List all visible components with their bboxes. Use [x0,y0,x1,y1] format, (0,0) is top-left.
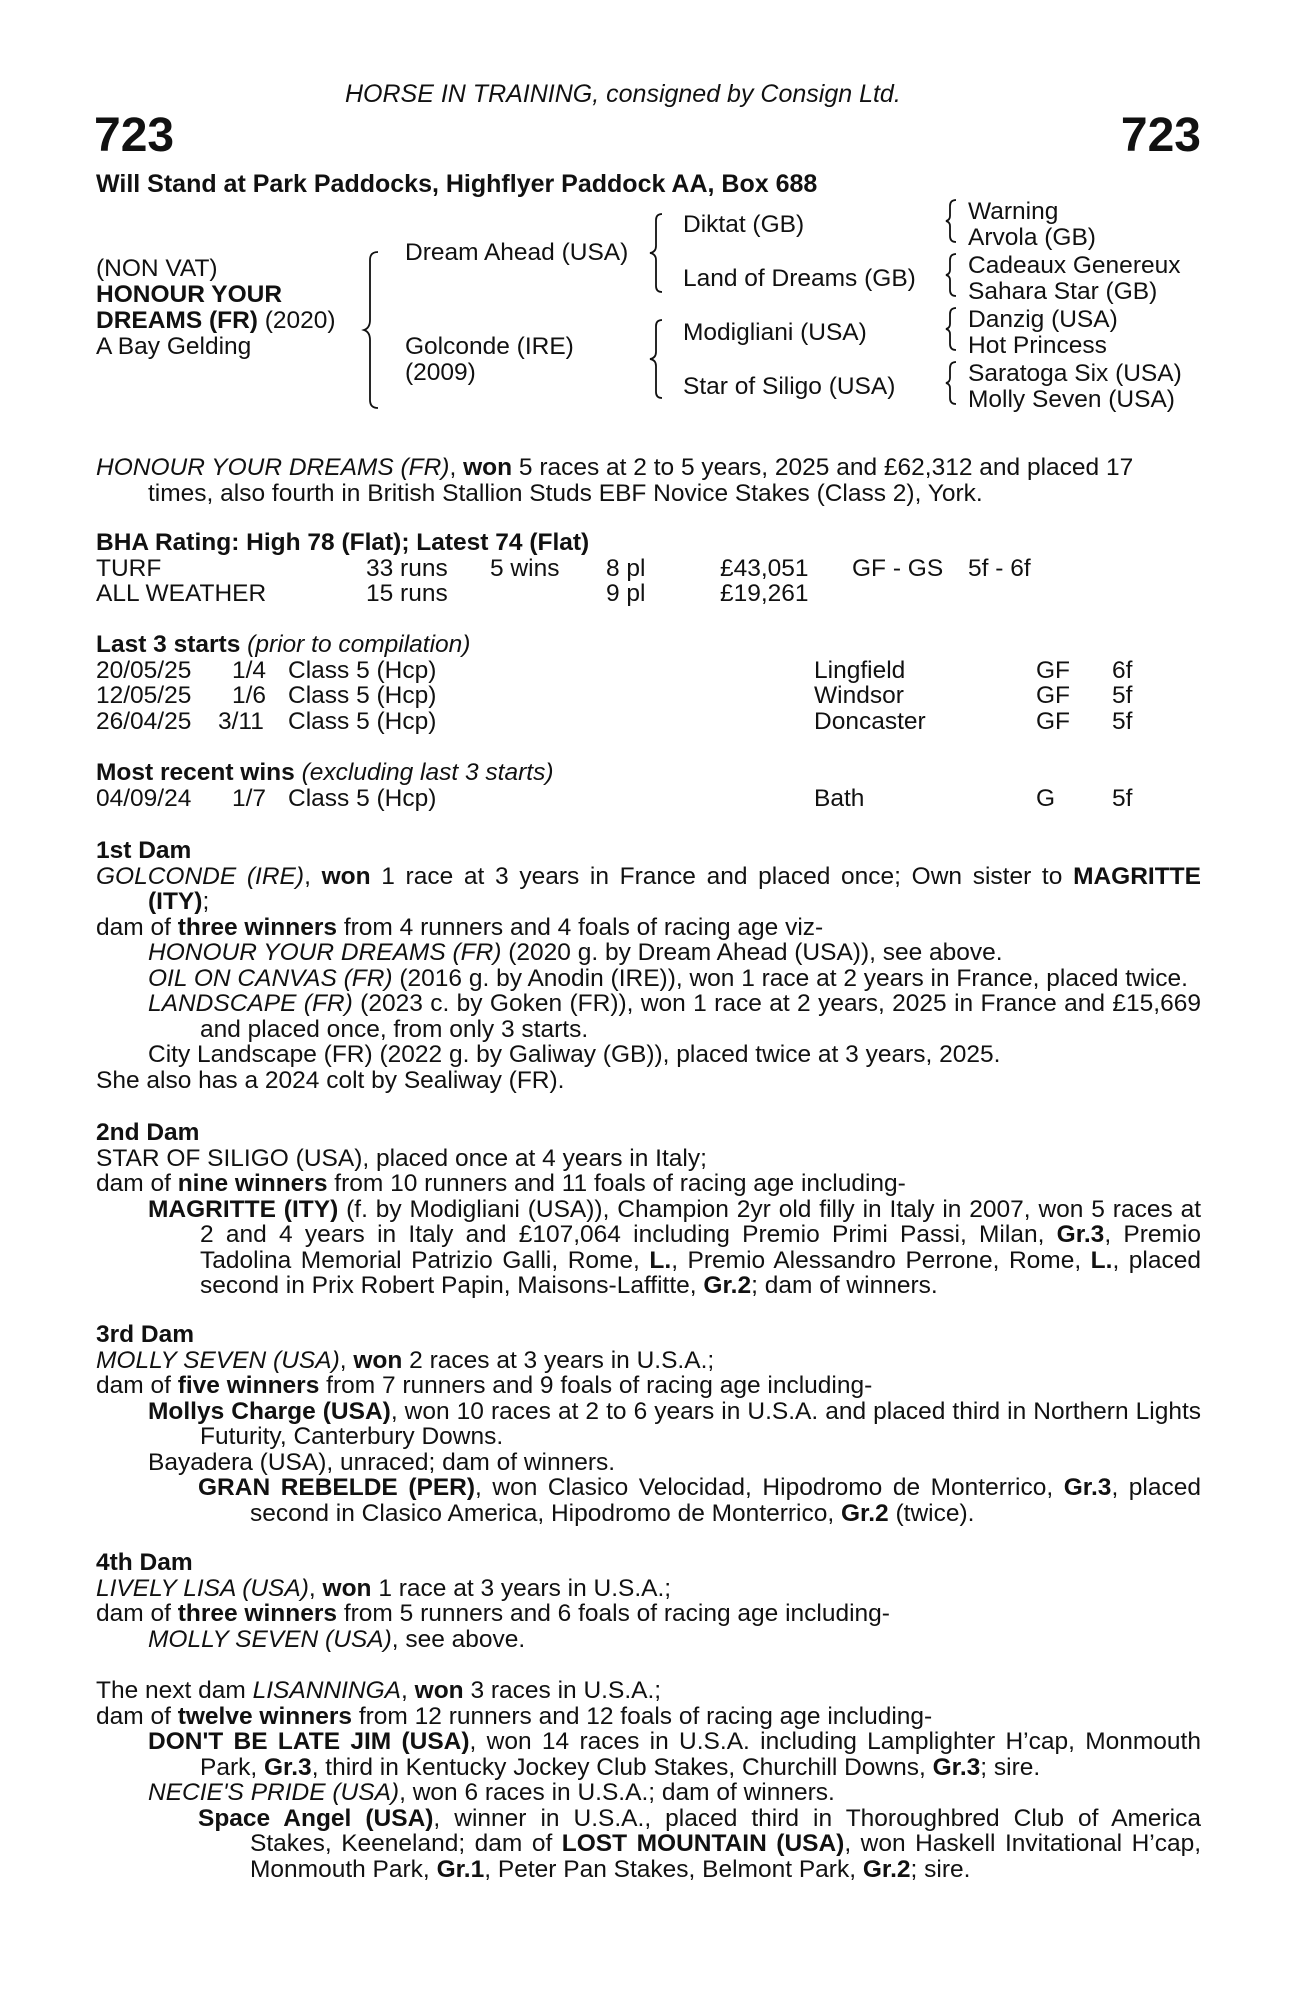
dam-name: MOLLY SEVEN (USA) [96,1346,340,1374]
start-row [96,709,1201,735]
rating-surface: TURF [96,554,162,582]
last3-title: Last 3 starts [96,631,241,658]
pedigree-bracket-sire [652,212,670,294]
text: , Premio Tadolina Memorial Patrizio Galli, Rome, [200,1221,1201,1274]
winners-count: nine winners [177,1170,328,1197]
first-dam-title: 1st Dam [96,837,192,864]
progeny-name: LOST MOUNTAIN (USA) [561,1830,845,1857]
start-row [96,658,1201,684]
text: 3 races in U.S.A.; [463,1677,662,1704]
rating-placed: 8 pl [606,554,646,582]
last-3-starts [96,632,1201,734]
first-dam-section [96,838,1201,1093]
dam-name: LIVELY LISA (USA) [96,1574,309,1602]
pedigree-dam-line1: Golconde (IRE) [405,333,574,360]
dam-name: GOLCONDE (IRE) [96,862,305,890]
progeny-name: MAGRITTE (ITY) [148,1195,339,1223]
pedigree-dam-dam: Star of Siligo (USA) [683,373,896,400]
text: , won Haskell Invitational H’cap, Monmouth Park, [250,1830,1202,1883]
text: , placed second in Prix Robert Papin, Maisons-Laffitte, [200,1246,1202,1299]
dam-line: STAR OF SILIGO (USA), placed once at 4 years in Italy; [96,1144,707,1172]
win-distance: 5f [1112,784,1133,812]
pedigree-sire-sire: Diktat (GB) [683,211,805,238]
progeny-name: Mollys Charge (USA) [148,1397,391,1425]
progeny-name: HONOUR YOUR DREAMS (FR) [148,939,502,966]
lot-number-left: 723 [94,109,175,162]
text: (twice). [888,1499,975,1527]
win-course: Bath [814,784,865,812]
win-row [96,786,1201,812]
start-going: GF [1036,656,1071,684]
text: , [308,1574,323,1602]
summary-won: won [463,454,513,481]
start-position: 1/4 [232,656,267,684]
grade: Gr.1 [436,1855,485,1883]
rating-title: BHA Rating: High 78 (Flat); Latest 74 (Flat) [96,529,590,556]
start-distance: 5f [1112,682,1133,709]
text: , [304,862,322,890]
second-dam-title: 2nd Dam [96,1119,200,1146]
rating-row [96,581,1201,607]
progeny-text: (2016 g. by Anodin (IRE)), won 1 race at 2 years in France, placed twice. [392,964,1188,992]
won-label: won [414,1677,464,1704]
winners-count: three winners [177,1600,338,1627]
grade: L. [649,1246,672,1274]
horse-name-line2: DREAMS (FR) [96,307,258,334]
summary-horse-name: HONOUR YOUR DREAMS (FR) [96,454,450,481]
grade: Gr.3 [932,1753,981,1781]
start-class: Class 5 (Hcp) [288,656,437,684]
text: , Peter Pan Stakes, Belmont Park, [484,1855,863,1883]
rating-prize: £19,261 [720,580,809,607]
text: 2 races at 3 years in U.S.A.; [402,1346,715,1374]
winners-count: three winners [177,913,338,941]
text: (f. by Modigliani (USA)), Champion 2yr old filly in Italy in 2007, won 5 races at 2 and 4 years in Italy and £107,064 including Premio Primi Passi, Milan, [200,1195,1202,1248]
text: ; dam of winners. [751,1272,938,1299]
dam-note: She also has a 2024 colt by Sealiway (FR). [96,1066,565,1094]
text: , winner in U.S.A., placed third in Thoroughbred Club of America Stakes, Keeneland; dam of [250,1804,1201,1857]
start-course: Doncaster [814,707,926,735]
text: dam of [96,913,178,941]
pedigree-bracket-main [366,250,386,410]
pedigree-sire: Dream Ahead (USA) [405,239,629,266]
progeny-name: DON'T BE LATE JIM (USA) [148,1728,470,1755]
text: ; sire. [910,1855,971,1883]
start-row [96,683,1201,709]
winners-count: five winners [177,1372,320,1399]
text: , won 10 races at 2 to 6 years in U.S.A. and placed third in Northern Lights Futurity, Canterbury Downs. [200,1397,1201,1450]
rating-prize: £43,051 [720,554,809,582]
horse-name-line1: HONOUR YOUR [96,281,283,308]
pedigree-ggd-2: Sahara Star (GB) [968,278,1158,305]
rating-section [96,530,1201,607]
horse-year: (2020) [257,307,336,334]
next-dam-section [96,1678,1201,1882]
win-going: G [1036,784,1056,812]
pedigree-ggs-2: Cadeaux Genereux [968,252,1181,279]
win-position: 1/7 [232,784,267,812]
fourth-dam-section [96,1550,1201,1652]
progeny-name: LANDSCAPE (FR) [148,990,353,1017]
recent-wins-title: Most recent wins [96,759,295,786]
text: , placed second in Clasico America, Hipodromo de Monterrico, [250,1474,1202,1527]
text: from 5 runners and 6 foals of racing age including- [337,1600,890,1627]
pedigree-ggd-1: Arvola (GB) [968,224,1096,251]
start-course: Windsor [814,682,904,709]
summary-text1: 5 races at 2 to 5 years, 2025 and £62,312 and placed 17 [512,454,1134,481]
text: dam of [96,1600,178,1627]
summary-text2: times, also fourth in British Stallion Studs EBF Novice Stakes (Class 2), York. [148,479,983,507]
text: dam of [96,1702,178,1730]
pedigree-ggs-3: Danzig (USA) [968,306,1118,333]
win-date: 04/09/24 [96,784,192,812]
rating-row [96,556,1201,582]
start-going: GF [1036,707,1071,735]
lot-number-right: 723 [1120,109,1201,162]
page-header-title: HORSE IN TRAINING, consigned by Consign Ltd. [345,80,901,108]
rating-distance: 5f - 6f [968,554,1031,582]
recent-wins [96,760,1201,811]
rating-surface: ALL WEATHER [96,580,267,607]
won-label: won [353,1346,403,1374]
pedigree-dam-sire: Modigliani (USA) [683,319,867,346]
pedigree-bracket-g1 [946,198,960,244]
pedigree-bracket-g4 [946,360,960,406]
text: from 10 runners and 11 foals of racing age including- [327,1170,906,1197]
pedigree-ggd-4: Molly Seven (USA) [968,386,1175,413]
text: 1 race at 3 years in France and placed once; Own sister to [370,862,1074,890]
text: ; [202,888,210,915]
progeny-name: MOLLY SEVEN (USA) [148,1625,392,1653]
start-distance: 6f [1112,656,1133,684]
third-dam-section [96,1322,1201,1526]
start-class: Class 5 (Hcp) [288,682,437,709]
start-distance: 5f [1112,707,1133,735]
race-summary: HONOUR YOUR DREAMS (FR), won 5 races at 2 to 5 years, 2025 and £62,312 and placed 17 times, also fourth in British Stallion Studs EBF Novice Stakes (Class 2), York. [96,455,1201,506]
pedigree-ggs-4: Saratoga Six (USA) [968,360,1182,387]
recent-wins-note: (excluding last 3 starts) [294,759,554,786]
text: , [401,1677,415,1704]
win-class: Class 5 (Hcp) [288,784,437,812]
progeny-entry: City Landscape (FR) (2022 g. by Galiway (GB)), placed twice at 3 years, 2025. [148,1041,1001,1068]
horse-description: A Bay Gelding [96,333,252,360]
horse-name-line2-wrap [96,308,336,334]
won-label: won [322,1574,372,1602]
winners-count: twelve winners [177,1702,353,1730]
start-going: GF [1036,682,1071,709]
sibling-name: MAGRITTE (ITY) [148,862,1201,915]
stand-location: Will Stand at Park Paddocks, Highflyer Paddock AA, Box 688 [96,170,818,198]
text: from 12 runners and 12 foals of racing age including- [352,1702,933,1730]
last3-note: (prior to compilation) [240,631,471,658]
start-class: Class 5 (Hcp) [288,707,437,735]
rating-placed: 9 pl [606,580,646,607]
text: from 7 runners and 9 foals of racing age including- [319,1372,873,1399]
start-course: Lingfield [814,656,906,684]
pedigree-ggs-1: Warning [968,198,1059,225]
pedigree-bracket-g2 [946,252,960,298]
grade: L. [1090,1246,1113,1274]
fourth-dam-title: 4th Dam [96,1549,193,1576]
text: , won 6 races in U.S.A.; dam of winners. [399,1779,835,1806]
text: dam of [96,1170,178,1197]
text: , [339,1346,354,1374]
pedigree-bracket-dam [652,318,670,400]
progeny-text: (2020 g. by Dream Ahead (USA)), see above. [501,939,1003,966]
grade: Gr.3 [1063,1474,1112,1501]
rating-runs: 33 runs [366,554,448,582]
rating-runs: 15 runs [366,580,448,607]
start-position: 1/6 [232,682,267,709]
text: , won Clasico Velocidad, Hipodromo de Monterrico, [475,1474,1064,1501]
won-label: won [321,862,371,890]
text: , won 14 races in U.S.A. including Lamplighter H’cap, Monmouth Park, [200,1728,1201,1781]
progeny-name: NECIE'S PRIDE (USA) [148,1779,400,1806]
grade: Gr.3 [1056,1221,1105,1248]
progeny-text: (2023 c. by Goken (FR)), won 1 race at 2 years, 2025 in France and £15,669 and placed once, from only 3 starts. [200,990,1201,1043]
grade: Gr.3 [264,1753,312,1781]
dam-name: LISANNINGA [252,1677,402,1704]
progeny-name: GRAN REBELDE (PER) [198,1474,476,1501]
pedigree-dam-line2: (2009) [405,359,476,386]
progeny-name: Space Angel (USA) [198,1804,434,1832]
text: , Premio Alessandro Perrone, Rome, [671,1246,1091,1274]
rating-wins: 5 wins [490,554,560,582]
grade: Gr.2 [862,1855,911,1883]
start-date: 20/05/25 [96,656,192,684]
grade: Gr.2 [703,1272,752,1299]
start-date: 26/04/25 [96,707,192,735]
second-dam-section [96,1120,1201,1299]
text: The next dam [96,1677,253,1704]
text: 1 race at 3 years in U.S.A.; [371,1574,672,1602]
text: dam of [96,1372,178,1399]
text: from 4 runners and 4 foals of racing age viz- [337,913,824,941]
pedigree-ggd-3: Hot Princess [968,332,1107,359]
progeny-entry: Bayadera (USA), unraced; dam of winners. [148,1448,616,1476]
grade: Gr.2 [840,1499,889,1527]
pedigree-bracket-g3 [946,306,960,352]
vat-status: (NON VAT) [96,255,218,282]
pedigree-sire-dam: Land of Dreams (GB) [683,265,916,292]
start-position: 3/11 [218,707,264,735]
text: ; sire. [980,1753,1041,1781]
text: , see above. [391,1625,526,1653]
third-dam-title: 3rd Dam [96,1321,195,1348]
text: , third in Kentucky Jockey Club Stakes, Churchill Downs, [311,1753,933,1781]
rating-going: GF - GS [852,554,944,582]
start-date: 12/05/25 [96,682,192,709]
progeny-name: OIL ON CANVAS (FR) [148,964,393,992]
